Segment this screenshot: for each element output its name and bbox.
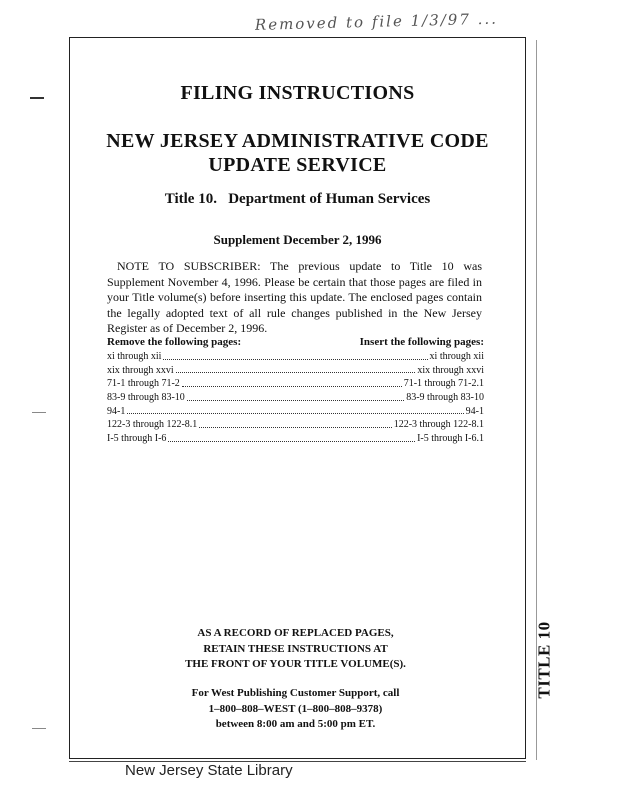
insert-pages: 71-1 through 71-2.1	[403, 378, 484, 390]
table-row	[107, 391, 484, 405]
handwritten-note: Removed to file 1/3/97 ...	[254, 9, 499, 34]
subscriber-note: NOTE TO SUBSCRIBER: The previous update to Title 10 was Supplement November 4, 1996. Please be certain that those pages are filed in your Title volume(s) before inserting this update. The enclosed pages contain the legally adopted text of all rule changes published in the New Jersey Register as of December 2, 1996.	[107, 259, 482, 335]
record-line: RETAIN THESE INSTRUCTIONS AT	[203, 642, 388, 655]
remove-column-label: Remove the following pages:	[107, 336, 242, 348]
code-title-line2: UPDATE SERVICE	[208, 154, 387, 176]
insert-pages: 83-9 through 83-10	[406, 392, 484, 404]
record-retention-notice	[107, 626, 484, 673]
insert-pages: xix through xxvi	[417, 364, 484, 376]
table-row	[107, 418, 484, 432]
remove-pages: xix through xxvi	[107, 364, 174, 376]
insert-pages: 94-1	[465, 405, 484, 417]
remove-pages: xi through xii	[107, 351, 162, 362]
hole-punch-mark	[32, 412, 46, 413]
remove-pages: 94-1	[107, 405, 126, 417]
table-row	[107, 350, 484, 364]
library-stamp: New Jersey State Library	[125, 762, 293, 779]
leader-dots	[163, 350, 427, 360]
leader-dots	[199, 418, 391, 428]
insert-pages: 122-3 through 122-8.1	[393, 419, 484, 431]
record-line: AS A RECORD OF REPLACED PAGES,	[197, 627, 394, 639]
table-row	[107, 405, 484, 419]
support-phone: 1–800–808–WEST (1–800–808–9378)	[208, 702, 383, 715]
remove-pages: 83-9 through 83-10	[107, 392, 185, 404]
code-title	[70, 129, 525, 177]
page-list	[107, 350, 484, 446]
remove-pages: I-5 through I-6	[107, 433, 167, 445]
supplement-date: Supplement December 2, 1996	[213, 232, 382, 247]
title-side-tab	[526, 620, 564, 700]
remove-pages: 71-1 through 71-2	[107, 378, 180, 390]
leader-dots	[168, 432, 415, 442]
support-hours: between 8:00 am and 5:00 pm ET.	[215, 718, 376, 730]
insert-pages: xi through xii	[429, 351, 484, 362]
leader-dots	[182, 377, 402, 387]
record-line: THE FRONT OF YOUR TITLE VOLUME(S).	[185, 658, 406, 670]
support-line: For West Publishing Customer Support, call	[191, 687, 400, 699]
remove-pages: 122-3 through 122-8.1	[107, 419, 198, 431]
leader-dots	[127, 405, 463, 415]
table-row	[107, 377, 484, 391]
title-line: Title 10. Department of Human Services	[164, 191, 431, 207]
page-heading: FILING INSTRUCTIONS	[180, 82, 415, 104]
insert-pages: I-5 through I-6.1	[417, 433, 484, 445]
leader-dots	[187, 391, 404, 401]
hole-punch-mark	[30, 97, 44, 99]
hole-punch-mark	[32, 728, 46, 729]
title-side-tab-label: TITLE 10	[535, 621, 555, 699]
table-row	[107, 364, 484, 378]
table-row	[107, 432, 484, 446]
leader-dots	[176, 364, 416, 374]
code-title-line1: NEW JERSEY ADMINISTRATIVE CODE	[106, 130, 489, 152]
insert-column-label: Insert the following pages:	[359, 336, 484, 348]
customer-support-notice	[107, 686, 484, 733]
